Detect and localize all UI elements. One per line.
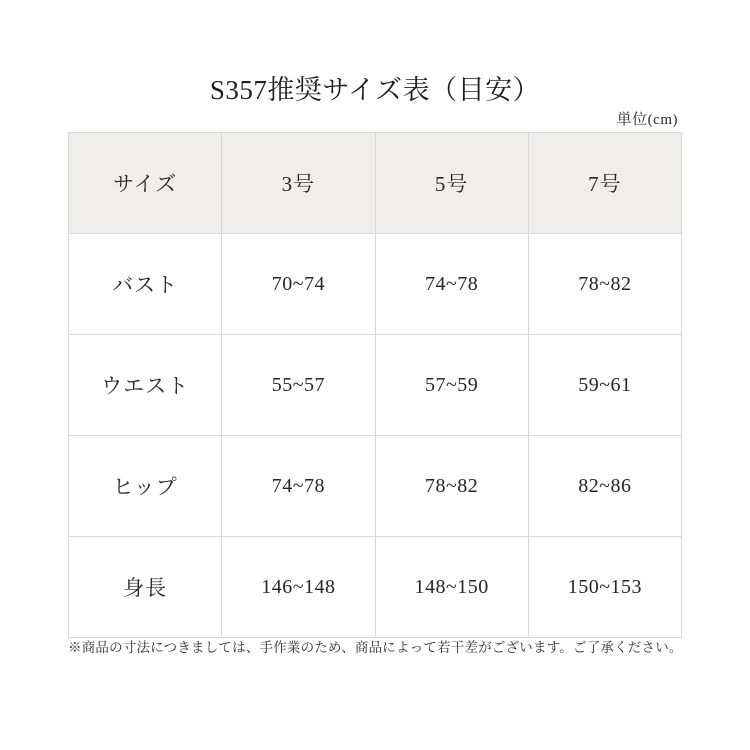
- cell-hip-3: 74~78: [222, 436, 375, 537]
- table-row: [69, 436, 682, 537]
- row-label-bust: バスト: [69, 234, 222, 335]
- column-header-size: サイズ: [69, 133, 222, 234]
- row-label-height: 身長: [69, 537, 222, 638]
- size-table-container: [68, 132, 682, 638]
- size-table: [68, 132, 682, 638]
- cell-bust-7: 78~82: [528, 234, 681, 335]
- table-row: [69, 335, 682, 436]
- table-header-row: [69, 133, 682, 234]
- table-body: [69, 234, 682, 638]
- disclaimer-note: ※商品の寸法につきましては、手作業のため、商品によって若干差がございます。ご了承ください。: [68, 640, 683, 655]
- cell-hip-5: 78~82: [375, 436, 528, 537]
- column-header-3: 3号: [222, 133, 375, 234]
- column-header-5: 5号: [375, 133, 528, 234]
- table-header: [69, 133, 682, 234]
- cell-bust-5: 74~78: [375, 234, 528, 335]
- cell-height-7: 150~153: [528, 537, 681, 638]
- row-label-hip: ヒップ: [69, 436, 222, 537]
- table-row: [69, 537, 682, 638]
- cell-height-5: 148~150: [375, 537, 528, 638]
- unit-label: 単位(cm): [616, 112, 678, 128]
- page-title: S357推奨サイズ表（目安）: [209, 75, 541, 105]
- cell-waist-3: 55~57: [222, 335, 375, 436]
- row-label-waist: ウエスト: [69, 335, 222, 436]
- cell-height-3: 146~148: [222, 537, 375, 638]
- cell-hip-7: 82~86: [528, 436, 681, 537]
- cell-waist-5: 57~59: [375, 335, 528, 436]
- cell-bust-3: 70~74: [222, 234, 375, 335]
- column-header-7: 7号: [528, 133, 681, 234]
- cell-waist-7: 59~61: [528, 335, 681, 436]
- table-row: [69, 234, 682, 335]
